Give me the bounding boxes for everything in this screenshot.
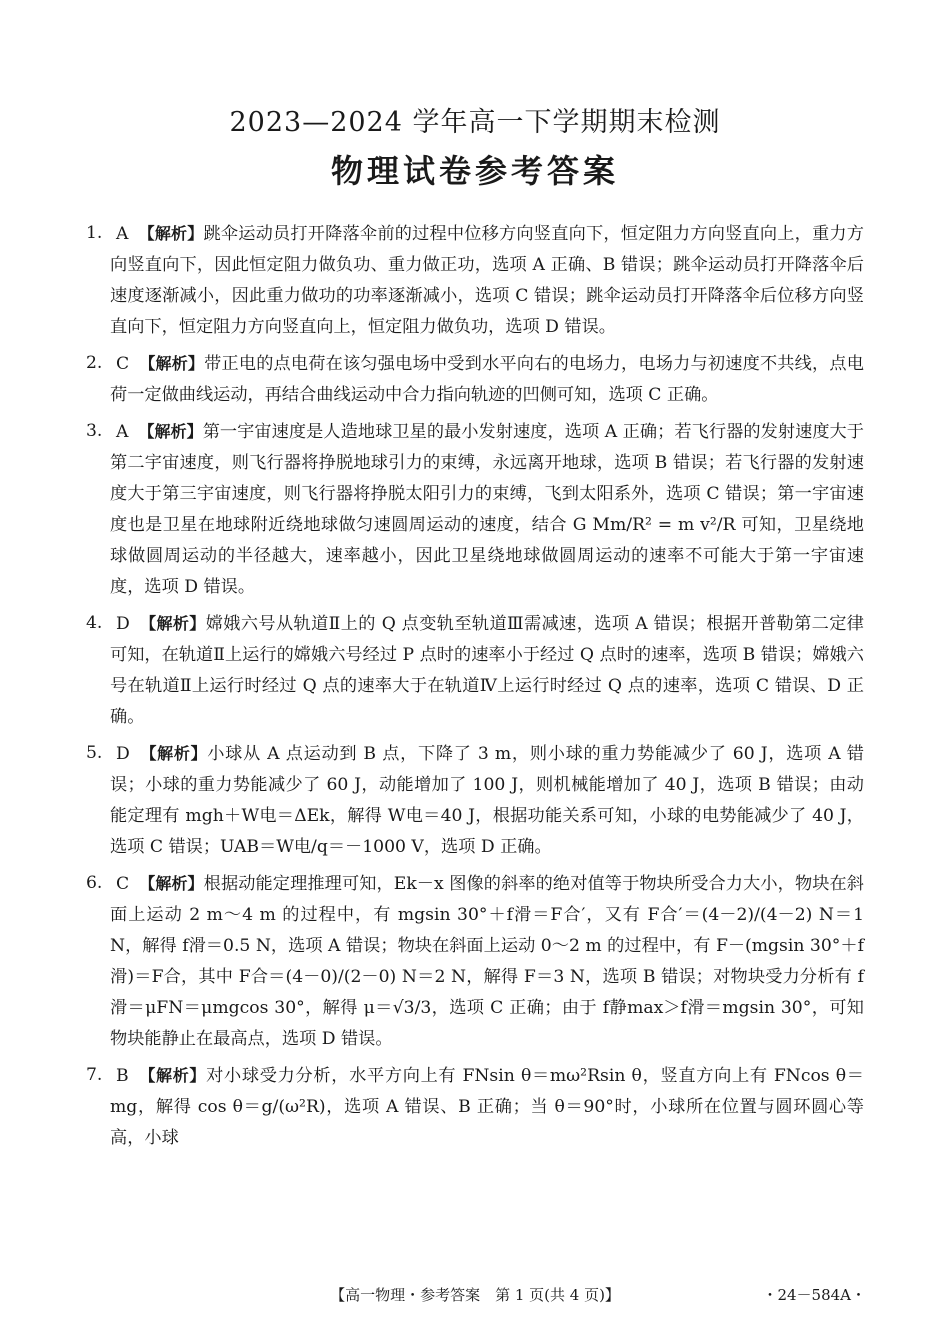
question-number: 3. (86, 421, 103, 441)
title-line-2: 物理试卷参考答案 (330, 152, 619, 190)
answer-choice: B (116, 1066, 129, 1086)
answer-item-4 (88, 608, 864, 733)
answer-item-3 (88, 416, 864, 603)
analysis-tag: 【解析】 (139, 874, 204, 893)
answer-item-6 (88, 868, 864, 1055)
analysis-tag: 【解析】 (138, 224, 204, 243)
answer-choice: A (116, 422, 129, 442)
analysis-tag: 【解析】 (139, 744, 208, 763)
answer-item-5 (88, 738, 864, 863)
analysis-tag: 【解析】 (138, 422, 203, 441)
question-number: 5. (86, 743, 103, 763)
analysis-text: 对小球受力分析，水平方向上有 FNsin θ＝mω²Rsin θ，竖直方向上有 FNcos θ＝mg，解得 cos θ＝g/(ω²R)，选项 A 错误、B 正确；当 θ＝90°时，小球所在位置与圆环圆心等高，小球 (110, 1066, 864, 1148)
question-number: 2. (86, 353, 103, 373)
analysis-text: 带正电的点电荷在该匀强电场中受到水平向右的电场力，电场力与初速度不共线，点电荷一定做曲线运动，再结合曲线运动中合力指向轨迹的凹侧可知，选项 C 正确。 (110, 354, 864, 405)
analysis-text: 第一宇宙速度是人造地球卫星的最小发射速度，选项 A 正确；若飞行器的发射速度大于第二宇宙速度，则飞行器将挣脱地球引力的束缚，永远离开地球，选项 B 错误；若飞行器的发射速度大于第三宇宙速度，则飞行器将挣脱太阳引力的束缚，飞到太阳系外，选项 C 错误；第一宇宙速度也是卫星在地球附近绕地球做匀速圆周运动的速度，结合 G Mm/R² = m v²/R 可知，卫星绕地球做圆周运动的半径越大，速率越小，因此卫星绕地球做圆周运动的速率不可能大于第一宇宙速度，选项 D 错误。 (110, 422, 864, 597)
analysis-tag: 【解析】 (139, 614, 206, 633)
answer-choice: C (116, 354, 130, 374)
answer-list (88, 218, 864, 1159)
answer-item-7 (88, 1060, 864, 1154)
title-line-1: 2023—2024 学年高一下学期期末检测 (229, 107, 721, 138)
answer-choice: C (116, 874, 130, 894)
analysis-text: 跳伞运动员打开降落伞前的过程中位移方向竖直向下，恒定阻力方向竖直向上，重力方向竖直向下，因此恒定阻力做负功、重力做正功，选项 A 正确、B 错误；跳伞运动员打开降落伞后速度逐渐减小，因此重力做功的功率逐渐减小，选项 C 错误；跳伞运动员打开降落伞后位移方向竖直向下，恒定阻力方向竖直向上，恒定阻力做负功，选项 D 错误。 (110, 224, 864, 337)
answer-item-1 (88, 218, 864, 343)
question-number: 4. (86, 613, 103, 633)
question-number: 7. (86, 1065, 103, 1085)
answer-choice: D (116, 744, 130, 764)
page-label: 【高一物理・参考答案 第 1 页(共 4 页)】 (330, 1286, 620, 1304)
analysis-tag: 【解析】 (138, 1066, 207, 1085)
analysis-text: 小球从 A 点运动到 B 点，下降了 3 m，则小球的重力势能减少了 60 J，选项 A 错误；小球的重力势能减少了 60 J，动能增加了 100 J，则机械能增加了 40 J，选项 B 错误；由动能定理有 mgh＋W电＝ΔEk，解得 W电＝40 J，根据功能关系可知，小球的电势能减少了 40 J，选项 C 错误；UAB＝W电/q＝－1000 V，选项 D 正确。 (110, 744, 864, 857)
document-code: ・24－584A・ (762, 1286, 866, 1304)
answer-choice: A (116, 224, 129, 244)
question-number: 1. (86, 223, 103, 243)
answer-choice: D (116, 614, 130, 634)
analysis-text: 嫦娥六号从轨道Ⅱ上的 Q 点变轨至轨道Ⅲ需减速，选项 A 错误；根据开普勒第二定律可知，在轨道Ⅱ上运行的嫦娥六号经过 P 点时的速率小于经过 Q 点时的速率，选项 B 错误；嫦娥六号在轨道Ⅱ上运行时经过 Q 点的速率大于在轨道Ⅳ上运行时经过 Q 点的速率，选项 C 错误、D 正确。 (110, 614, 864, 727)
analysis-tag: 【解析】 (139, 354, 205, 373)
analysis-text: 根据动能定理推理可知，Ek－x 图像的斜率的绝对值等于物块所受合力大小，物块在斜面上运动 2 m～4 m 的过程中，有 mgsin 30°＋f滑＝F合′，又有 F合′＝(4－2)/(4－2) N＝1 N，解得 f滑＝0.5 N，选项 A 错误；物块在斜面上运动 0～2 m 的过程中，有 F－(mgsin 30°＋f滑)＝F合，其中 F合＝(4－0)/(2－0) N＝2 N，解得 F＝3 N，选项 B 错误；对物块受力分析有 f滑＝μFN＝μmgcos 30°，解得 μ＝√3/3，选项 C 正确；由于 f静max＞f滑＝mgsin 30°，可知物块能静止在最高点，选项 D 错误。 (110, 874, 864, 1049)
question-number: 6. (86, 873, 103, 893)
answer-item-2 (88, 348, 864, 411)
